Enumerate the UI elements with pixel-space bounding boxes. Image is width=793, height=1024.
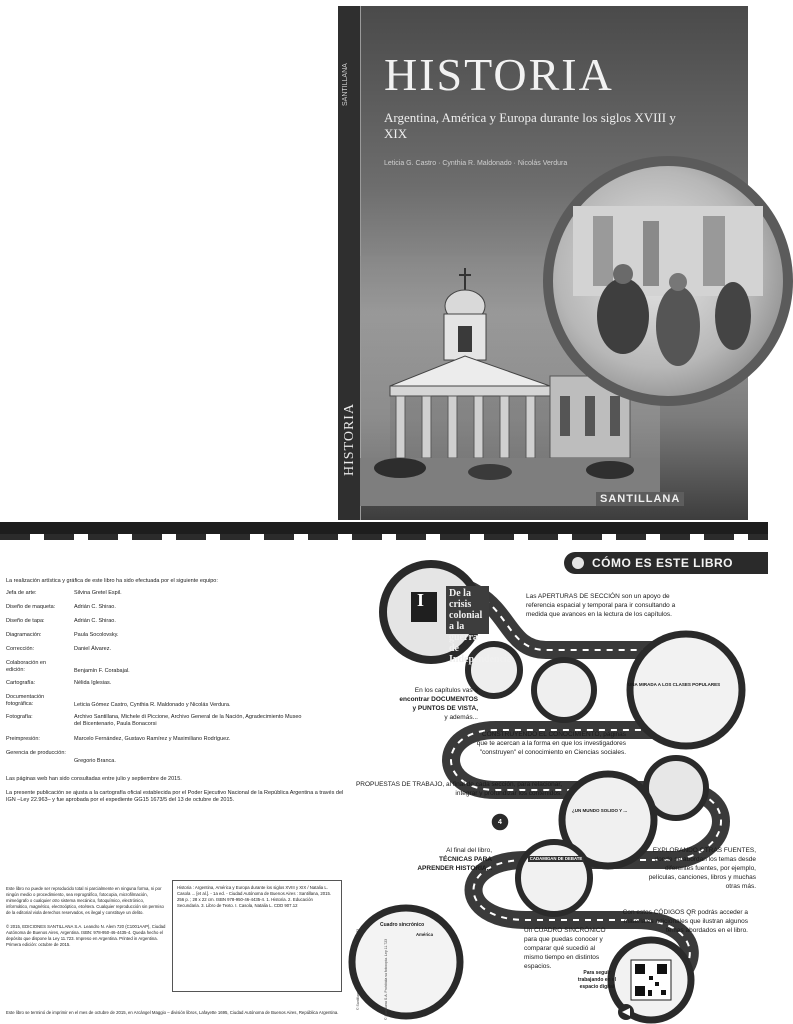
credit-role: Fotografía: bbox=[6, 714, 33, 720]
circle-photo-scene bbox=[553, 166, 783, 396]
capitulos-line-3: y PUNTOS DE VISTA, bbox=[412, 705, 478, 712]
publisher-info: © 2015, EDICIONES SANTILLANA S.A. Leandro N. Alem 720 (C1001AAP), Ciudad Autónoma de Buenos Aires, Argentina. ISBN: 978-950-46-4435-4. Queda hecho el depósito que dispone la Ley 11.723. Impreso en Argentina. Printed in Argentina. Primera edición: octubre de 2015. bbox=[6, 924, 166, 947]
credit-name: Benjamín F. Corabajal. bbox=[74, 668, 130, 674]
credit-row bbox=[6, 646, 111, 653]
aperturas-text: Las APERTURAS DE SECCIÓN son un apoyo de referencia espacial y temporal para ir consultando a medida que avances en la lectura de los capítulos. bbox=[526, 593, 676, 618]
credits-intro: La realización artística y gráfica de este libro ha sido efectuada por el siguiente equipo: bbox=[6, 578, 218, 584]
cover-circle-photo bbox=[543, 156, 793, 406]
credit-row bbox=[6, 694, 231, 708]
credit-name: Nélida Iglesias. bbox=[74, 680, 112, 686]
credit-role: Diseño de tapa: bbox=[6, 618, 45, 624]
spine-title: HISTORIA bbox=[342, 402, 357, 476]
credit-row bbox=[6, 736, 231, 743]
capitulos-line-2: encontrar DOCUMENTOS bbox=[399, 696, 478, 703]
chapter-number: I bbox=[417, 590, 425, 610]
book-spine bbox=[338, 6, 361, 520]
credit-name: Adrián C. Shirao. bbox=[74, 604, 116, 610]
capitulos-line-4: y además... bbox=[444, 714, 478, 721]
capitulos-line-1: En los capítulos vas a bbox=[414, 687, 478, 694]
copyright-text: Este libro no puede ser reproducido total ni parcialmente en ninguna forma, ni por ningún medio o procedimiento, sea reprográfico, fotocopia, microfilmación, mimeógrafo o cualquier otro sistema mecánico, fotoquímico, electrónico, informático, magnético, electroóptico, etcétera. Cualquier reproducción sin permiso de la editorial viola derechos reservados, es ilegal y constituye un delito. bbox=[6, 886, 164, 915]
section-tab-label: CÓMO ES ESTE LIBRO bbox=[592, 556, 734, 570]
cover-subtitle: Argentina, América y Europa durante los siglos XVIII y XIX bbox=[384, 110, 676, 141]
qr-caption: Para seguir trabajando en el espacio digital bbox=[577, 970, 617, 990]
qr-text: Con estos CÓDIGOS QR podrás acceder a materiales adicionales que ilustran algunos temas abordados en el libro. bbox=[622, 909, 748, 934]
cover-title: HISTORIA bbox=[384, 49, 614, 100]
credit-name: Daniel Álvarez. bbox=[74, 646, 111, 652]
section-tab bbox=[564, 552, 768, 574]
spine-brand: SANTILLANA bbox=[342, 63, 349, 106]
catalog-record: Historia : Argentina, América y Europa durante los siglos XVIII y XIX / Natalia L. Casola ... [et al.]. - 1a ed. - Ciudad Autónoma de Buenos Aires : Santillana, 2015. 256 p. ; 28 x 22 cm. ISBN 978-950-46-4435-4. 1. Historia. 2. Educación Secundaria. 3. Libro de Texto. I. Casola, Natalia L. CDD 907.12 bbox=[172, 880, 342, 992]
map-note: La presente publicación se ajusta a la cartografía oficial establecida por el Poder Ejecutivo Nacional de la República Argentina a través del IGN –Ley 22.963– y fue aprobada por el expediente GG15 1673/5 del 13 de octubre de 2015. bbox=[6, 790, 344, 803]
guide-page bbox=[355, 540, 768, 1024]
credit-role: Documentación fotográfica: bbox=[6, 694, 45, 707]
credit-row bbox=[6, 714, 302, 727]
book-cover bbox=[338, 6, 748, 520]
credit-row bbox=[6, 618, 116, 625]
tecnicas-line-1: Al final del libro, bbox=[446, 847, 492, 854]
credit-role: Gerencia de producción: bbox=[6, 750, 66, 756]
cuadro-circle-title: Cuadro sincrónico bbox=[380, 922, 425, 928]
tab-bullet-icon bbox=[572, 557, 584, 569]
credit-row bbox=[6, 632, 119, 639]
docs-circle-label: UNA MIRADA A LOS CLASES POPULARES bbox=[628, 682, 721, 687]
credit-name: Paula Socolovsky. bbox=[74, 632, 119, 638]
construyendo-text: CONSTRUYENDO EL CONOCIMIENTO, páginas que te acercan a la forma en que los investigadores "construyen" el conocimiento en Ciencias sociales. bbox=[476, 731, 626, 756]
credit-row bbox=[6, 660, 130, 674]
credit-role: Corrección: bbox=[6, 646, 35, 652]
credit-name: Silvina Gretel Espil. bbox=[74, 590, 122, 596]
web-note: Las páginas web han sido consultadas entre julio y septiembre de 2015. bbox=[6, 776, 182, 782]
cuadro-circle-column: América bbox=[416, 932, 433, 937]
debate-circle-label: CADAMIGAN DE DEBATE bbox=[529, 856, 583, 861]
chapter-title: De la crisis colonial a la guerra de Independencia bbox=[446, 586, 489, 634]
mundo-circle-label: ¿UN MUNDO SOLIDO Y ... bbox=[572, 808, 628, 813]
credit-role: Jefa de arte: bbox=[6, 590, 37, 596]
guide-side-copyright: © Santillana S.A. Prohibida su fotocopia. Ley 11.723 bbox=[384, 938, 388, 1020]
credit-name: Adrián C. Shirao. bbox=[74, 618, 116, 624]
propuestas-text: PROPUESTAS DE TRABAJO, al final de cada sección, para relacionar, integrar y profundizar los contenidos. bbox=[355, 781, 562, 797]
credit-name: Gregorio Branca. bbox=[74, 758, 116, 764]
credit-role: Diagramación: bbox=[6, 632, 42, 638]
credit-name: Leticia Gómez Castro, Cynthia R. Maldonado y Nicolás Verdura. bbox=[74, 702, 231, 708]
tecnicas-line-3: APRENDER HISTORIA... bbox=[417, 865, 492, 872]
cuadro-text: Un CUADRO SINCRÓNICO para que puedas conocer y comparar qué sucedió al mismo tiempo en distintos espacios. bbox=[524, 927, 606, 970]
credit-row bbox=[6, 680, 112, 687]
credit-role: Colaboración en edición: bbox=[6, 660, 47, 673]
step-number: 4 bbox=[498, 819, 502, 826]
credit-name: Archivo Santillana, Michele di Piccione, Archivo General de la Nación, Agradecimiento Museo del Bicentenario, Paula Bonacorsi bbox=[74, 714, 302, 727]
cover-brand: SANTILLANA bbox=[596, 492, 684, 506]
credit-row bbox=[6, 590, 122, 597]
legal-notice bbox=[6, 886, 166, 948]
explorando-text: EXPLORANDO OTRAS FUENTES, donde se abordan los temas desde diferentes fuentes, por ejemplo, películas, canciones, libros y muchas otras más. bbox=[648, 847, 756, 890]
credits-page bbox=[0, 540, 376, 1024]
credit-role: Preimpresión: bbox=[6, 736, 40, 742]
cover-authors: Leticia G. Castro · Cynthia R. Maldonado · Nicolás Verdura bbox=[384, 160, 568, 167]
credit-name: Marcelo Fernández, Gustavo Ramírez y Maximiliano Rodríguez. bbox=[74, 736, 231, 742]
credit-role: Diseño de maqueta: bbox=[6, 604, 56, 610]
tecnicas-line-2: TÉCNICAS PARA bbox=[439, 856, 492, 863]
credit-row bbox=[6, 604, 116, 611]
credit-row bbox=[6, 750, 116, 764]
printer-note: Este libro se terminó de imprimir en el mes de octubre de 2015, en Arcángel Maggio – división libros, Lafayette 1695, Ciudad Autónoma de Buenos Aires, República Argentina. bbox=[6, 1010, 339, 1015]
credit-role: Cartografía: bbox=[6, 680, 36, 686]
